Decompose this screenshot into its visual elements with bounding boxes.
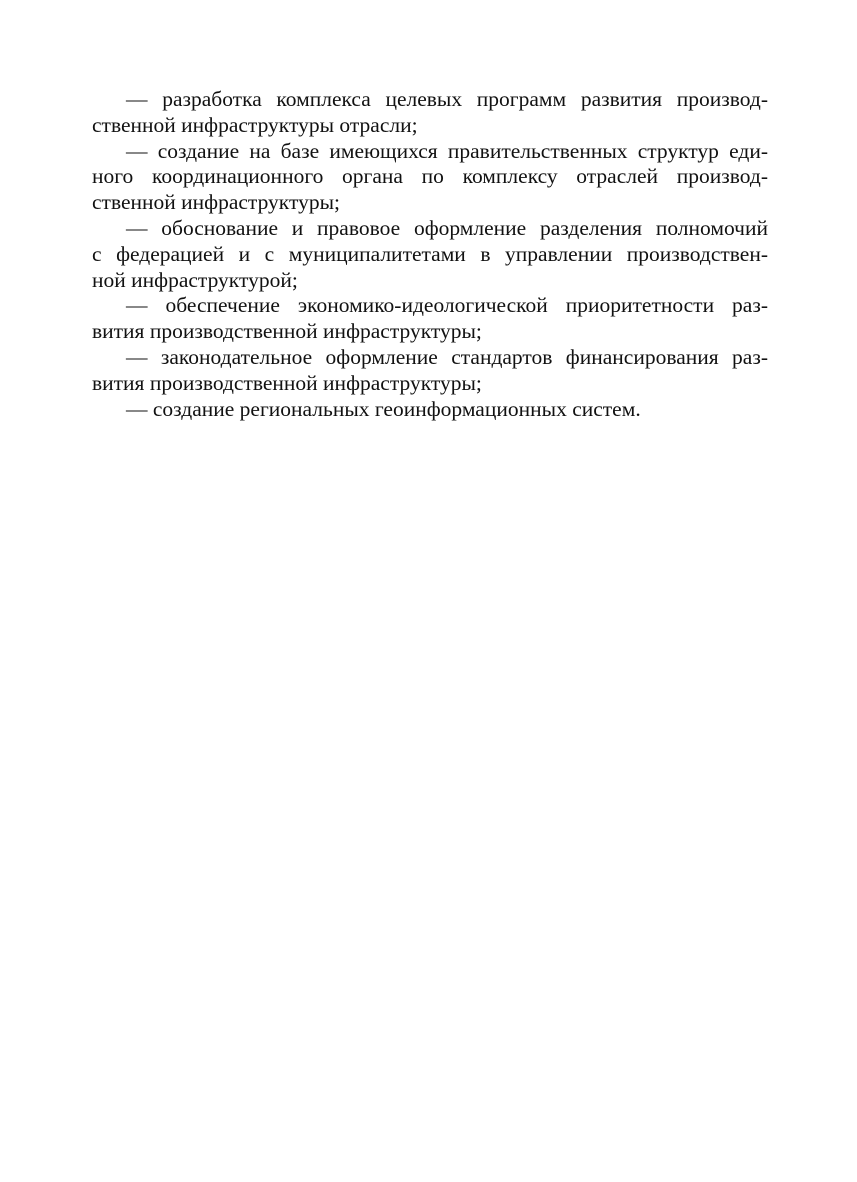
list-item [92, 345, 768, 397]
list-item [92, 216, 768, 293]
list-item [92, 397, 768, 423]
text-line: — создание на базе имеющихся правительственных структур еди- [126, 138, 768, 163]
list-item [92, 139, 768, 216]
bullet-list [92, 87, 768, 422]
text-line: ственной инфраструктуры отрасли; [92, 112, 418, 137]
text-line: ной инфраструктурой; [92, 267, 298, 292]
text-line: вития производственной инфраструктуры; [92, 370, 482, 395]
text-line: с федерацией и с муниципалитетами в управлении производствен- [92, 241, 768, 266]
text-line: — обоснование и правовое оформление разделения полномочий [126, 215, 768, 240]
list-item [92, 87, 768, 139]
list-item [92, 293, 768, 345]
text-line: — создание региональных геоинформационных систем. [126, 396, 641, 421]
text-line: ного координационного органа по комплексу отраслей производ- [92, 164, 768, 189]
text-line: вития производственной инфраструктуры; [92, 319, 482, 344]
text-line: — законодательное оформление стандартов финансирования раз- [126, 344, 768, 369]
text-line: — обеспечение экономико-идеологической приоритетности раз- [126, 293, 768, 318]
text-line: ственной инфраструктуры; [92, 190, 340, 215]
text-line: — разработка комплекса целевых программ развития производ- [126, 87, 768, 111]
